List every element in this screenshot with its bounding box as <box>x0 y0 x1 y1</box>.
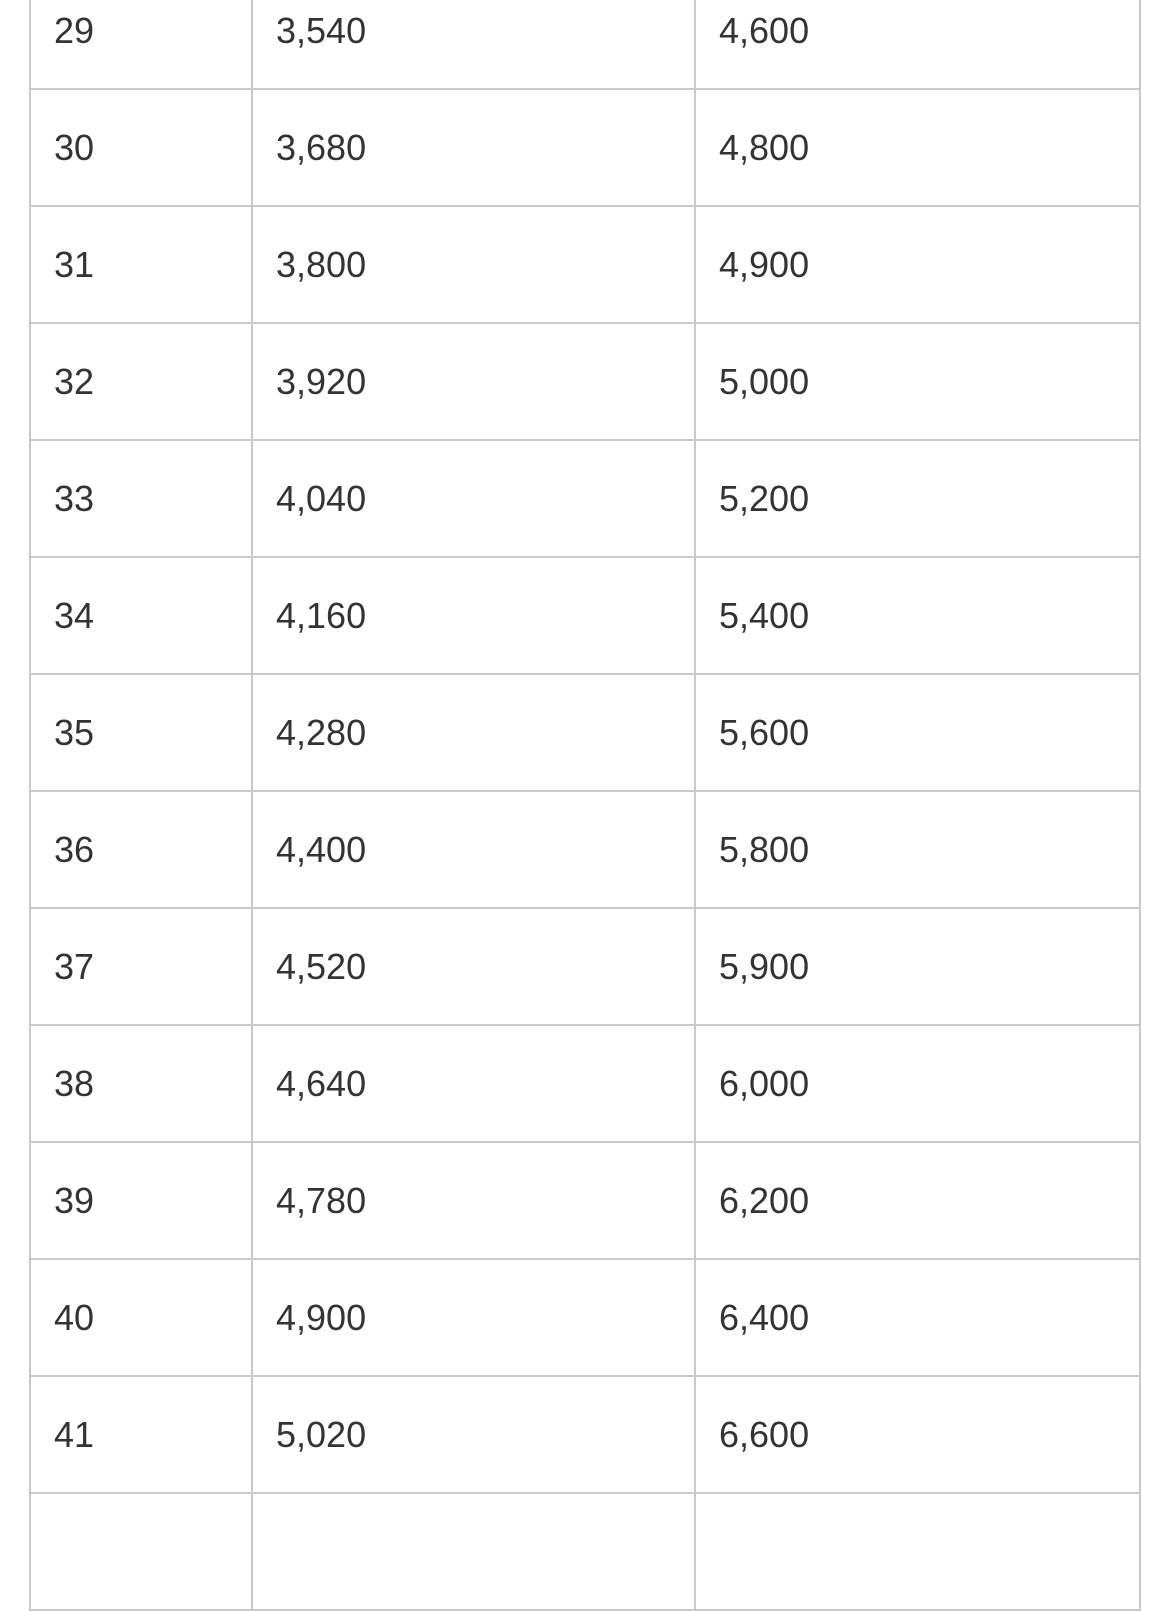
table-cell: 4,160 <box>252 557 695 674</box>
table-cell: 3,680 <box>252 89 695 206</box>
table-cell: 5,600 <box>695 674 1140 791</box>
table-cell: 6,000 <box>695 1025 1140 1142</box>
table-row <box>30 89 1140 206</box>
table-row <box>30 1259 1140 1376</box>
table-cell: 36 <box>30 791 252 908</box>
table-cell: 41 <box>30 1376 252 1493</box>
table-cell: 34 <box>30 557 252 674</box>
table-cell: 3,800 <box>252 206 695 323</box>
table-cell: 32 <box>30 323 252 440</box>
table-row <box>30 791 1140 908</box>
table-cell: 5,800 <box>695 791 1140 908</box>
table-cell: 35 <box>30 674 252 791</box>
table-cell: 6,600 <box>695 1376 1140 1493</box>
table-cell: 37 <box>30 908 252 1025</box>
table-cell: 5,200 <box>695 440 1140 557</box>
table-cell: 4,900 <box>252 1259 695 1376</box>
table-cell: 5,400 <box>695 557 1140 674</box>
table-row <box>30 206 1140 323</box>
table-row <box>30 1376 1140 1493</box>
table-cell: 4,900 <box>695 206 1140 323</box>
table-cell: 38 <box>30 1025 252 1142</box>
table-row <box>30 440 1140 557</box>
table-cell: 4,600 <box>695 0 1140 89</box>
table-container <box>29 0 1139 1611</box>
table-cell: 33 <box>30 440 252 557</box>
table-row <box>30 908 1140 1025</box>
table-cell: 4,780 <box>252 1142 695 1259</box>
table-cell: 3,920 <box>252 323 695 440</box>
table-cell <box>695 1493 1140 1610</box>
table-cell: 5,900 <box>695 908 1140 1025</box>
table-cell: 40 <box>30 1259 252 1376</box>
table-cell: 4,800 <box>695 89 1140 206</box>
table-cell: 4,040 <box>252 440 695 557</box>
table-cell: 5,020 <box>252 1376 695 1493</box>
table-cell: 6,200 <box>695 1142 1140 1259</box>
table-cell <box>30 1493 252 1610</box>
table-cell: 4,640 <box>252 1025 695 1142</box>
table-row <box>30 323 1140 440</box>
table-cell: 6,400 <box>695 1259 1140 1376</box>
table-cell: 5,000 <box>695 323 1140 440</box>
table-cell: 4,280 <box>252 674 695 791</box>
table-cell: 31 <box>30 206 252 323</box>
table-row <box>30 1493 1140 1610</box>
table-cell <box>252 1493 695 1610</box>
table-body <box>30 0 1140 1610</box>
table-row <box>30 1142 1140 1259</box>
table-row <box>30 674 1140 791</box>
table-row <box>30 557 1140 674</box>
table-cell: 30 <box>30 89 252 206</box>
table-cell: 4,400 <box>252 791 695 908</box>
table-row <box>30 0 1140 89</box>
table-cell: 4,520 <box>252 908 695 1025</box>
table-cell: 29 <box>30 0 252 89</box>
table-row <box>30 1025 1140 1142</box>
table-cell: 3,540 <box>252 0 695 89</box>
data-table <box>29 0 1141 1611</box>
table-cell: 39 <box>30 1142 252 1259</box>
